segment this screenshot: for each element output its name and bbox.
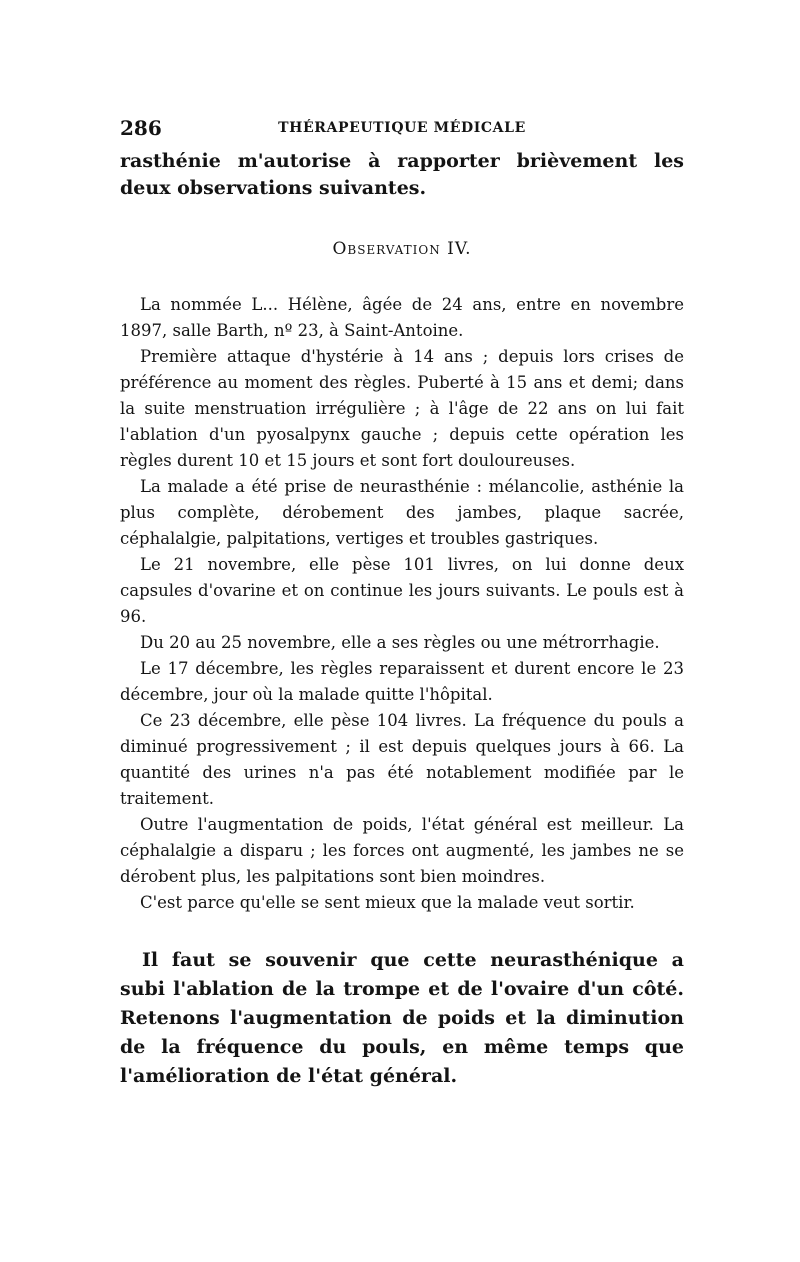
observation-paragraph: C'est parce qu'elle se sent mieux que la malade veut sortir. xyxy=(140,893,635,912)
intro-paragraph: rasthénie m'autorise à rapporter brièvement les deux observations suivantes. xyxy=(120,150,684,199)
observation-paragraph: Le 21 novembre, elle pèse 101 livres, on lui donne deux capsules d'ovarine et on continue les jours suivants. Le pouls est à 96. xyxy=(120,555,684,626)
page-number: 286 xyxy=(120,116,162,140)
running-title: THÉRAPEUTIQUE MÉDICALE xyxy=(278,120,526,136)
observation-title-text: Observation IV. xyxy=(332,239,472,259)
observation-paragraph: La malade a été prise de neurasthénie : mélancolie, asthénie la plus complète, dérobement des jambes, plaque sacrée, céphalalgie, palpitations, vertiges et troubles gastriques. xyxy=(120,477,684,548)
book-page xyxy=(120,112,684,1091)
conclusion xyxy=(120,946,684,1091)
conclusion-paragraph: Il faut se souvenir que cette neurasthénique a subi l'ablation de la trompe et de l'ovaire d'un côté. Retenons l'augmentation de poids et la diminution de la fréquence du pouls, en même temps que l'amélioration de l'état général. xyxy=(120,949,684,1087)
observation-paragraph: Le 17 décembre, les règles reparaissent et durent encore le 23 décembre, jour où la malade quitte l'hôpital. xyxy=(120,659,684,704)
observation-body xyxy=(120,292,684,916)
observation-paragraph: Première attaque d'hystérie à 14 ans ; depuis lors crises de préférence au moment des règles. Puberté à 15 ans et demi; dans la suite menstruation irrégulière ; à l'âge de 22 ans on lui fait l'ablation d'un pyosalpynx gauche ; depuis cette opération les règles durent 10 et 15 jours et sont fort douloureuses. xyxy=(120,347,684,470)
observation-title xyxy=(120,239,684,259)
page-header xyxy=(120,112,684,148)
observation-paragraph: Du 20 au 25 novembre, elle a ses règles ou une métrorrhagie. xyxy=(140,633,660,652)
observation-paragraph: Ce 23 décembre, elle pèse 104 livres. La fréquence du pouls a diminué progressivement ; il est depuis quelques jours à 66. La quantité des urines n'a pas été notablement modifiée par le traitement. xyxy=(120,711,684,808)
observation-paragraph: Outre l'augmentation de poids, l'état général est meilleur. La céphalalgie a disparu ; les forces ont augmenté, les jambes ne se dérobent plus, les palpitations sont bien moindres. xyxy=(120,815,684,886)
observation-paragraph: La nommée L... Hélène, âgée de 24 ans, entre en novembre 1897, salle Barth, nº 23, à Saint-Antoine. xyxy=(120,295,684,340)
